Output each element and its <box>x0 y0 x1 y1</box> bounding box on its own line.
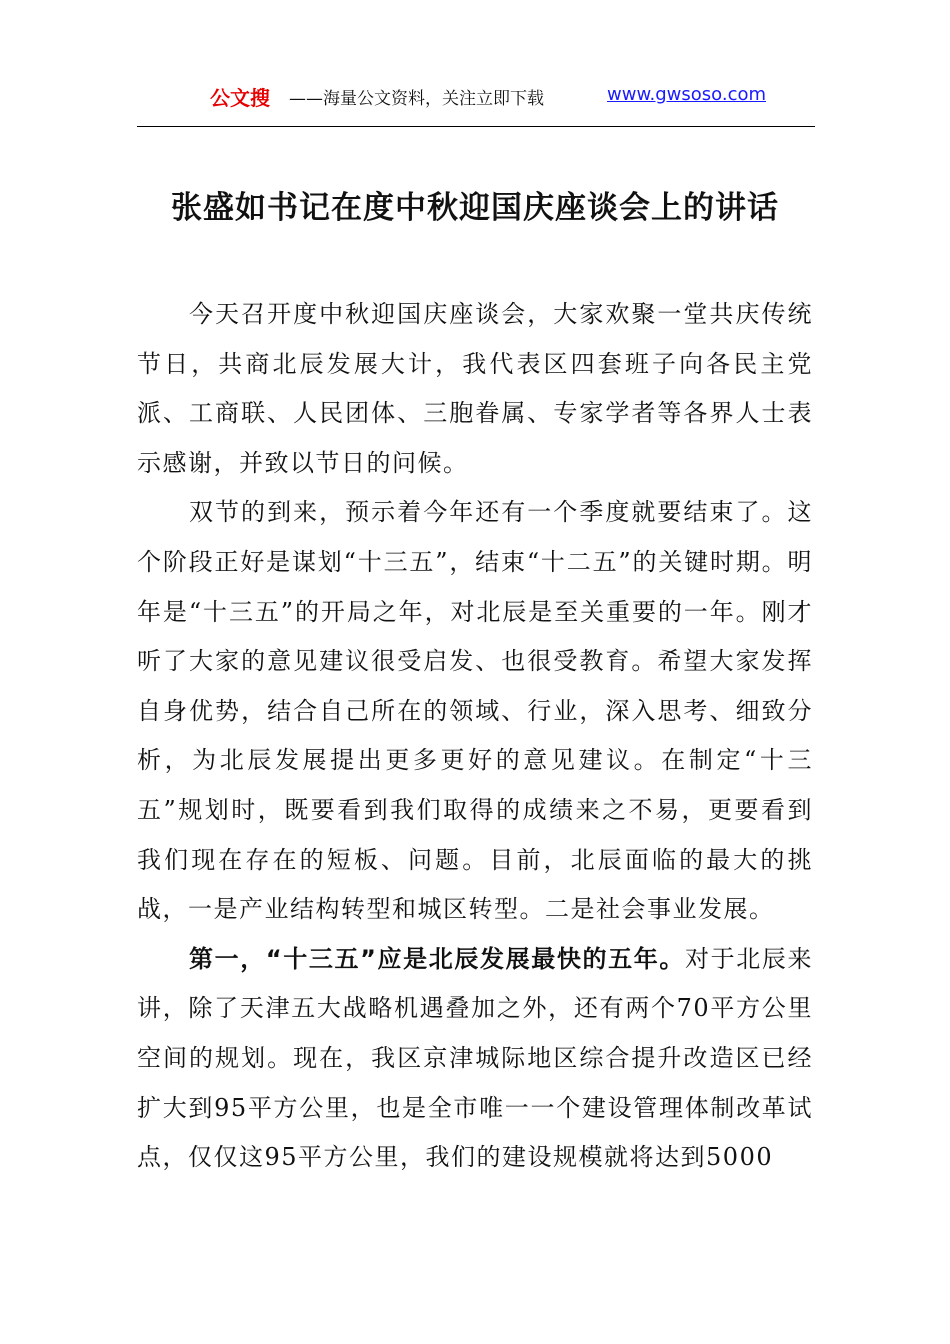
header-divider <box>137 126 815 127</box>
site-link[interactable]: www.gwsoso.com <box>607 84 767 105</box>
brand-logo-text: 公文搜 <box>210 86 270 110</box>
document-body <box>137 290 813 1183</box>
paragraph-3-rest: 对于北辰来讲，除了天津五大战略机遇叠加之外，还有两个70平方公里空间的规划。现在，我区京津城际地区综合提升改造区已经扩大到95平方公里，也是全市唯一一个建设管理体制改革试点，仅仅这95平方公里，我们的建设规模就将达到5000 <box>137 944 814 1172</box>
document-title: 张盛如书记在度中秋迎国庆座谈会上的讲话 <box>171 190 779 226</box>
paragraph-3 <box>137 935 813 1183</box>
paragraph-3-lead: 第一，“十三五”应是北辰发展最快的五年。 <box>189 944 686 973</box>
paragraph-1: 今天召开度中秋迎国庆座谈会，大家欢聚一堂共庆传统节日，共商北辰发展大计，我代表区四套班子向各民主党派、工商联、人民团体、三胞眷属、专家学者等各界人士表示感谢，并致以节日的问候。 <box>137 300 813 477</box>
header-slogan: ——海量公文资料，关注立即下载 <box>289 89 544 109</box>
page-header <box>137 78 813 118</box>
paragraph-2: 双节的到来，预示着今年还有一个季度就要结束了。这个阶段正好是谋划“十三五”，结束“十二五”的关键时期。明年是“十三五”的开局之年，对北辰是至关重要的一年。刚才听了大家的意见建议很受启发、也很受教育。希望大家发挥自身优势，结合自己所在的领域、行业，深入思考、细致分析，为北辰发展提出更多更好的意见建议。在制定“十三五”规划时，既要看到我们取得的成绩来之不易，更要看到我们现在存在的短板、问题。目前，北辰面临的最大的挑战，一是产业结构转型和城区转型。二是社会事业发展。 <box>137 498 813 924</box>
